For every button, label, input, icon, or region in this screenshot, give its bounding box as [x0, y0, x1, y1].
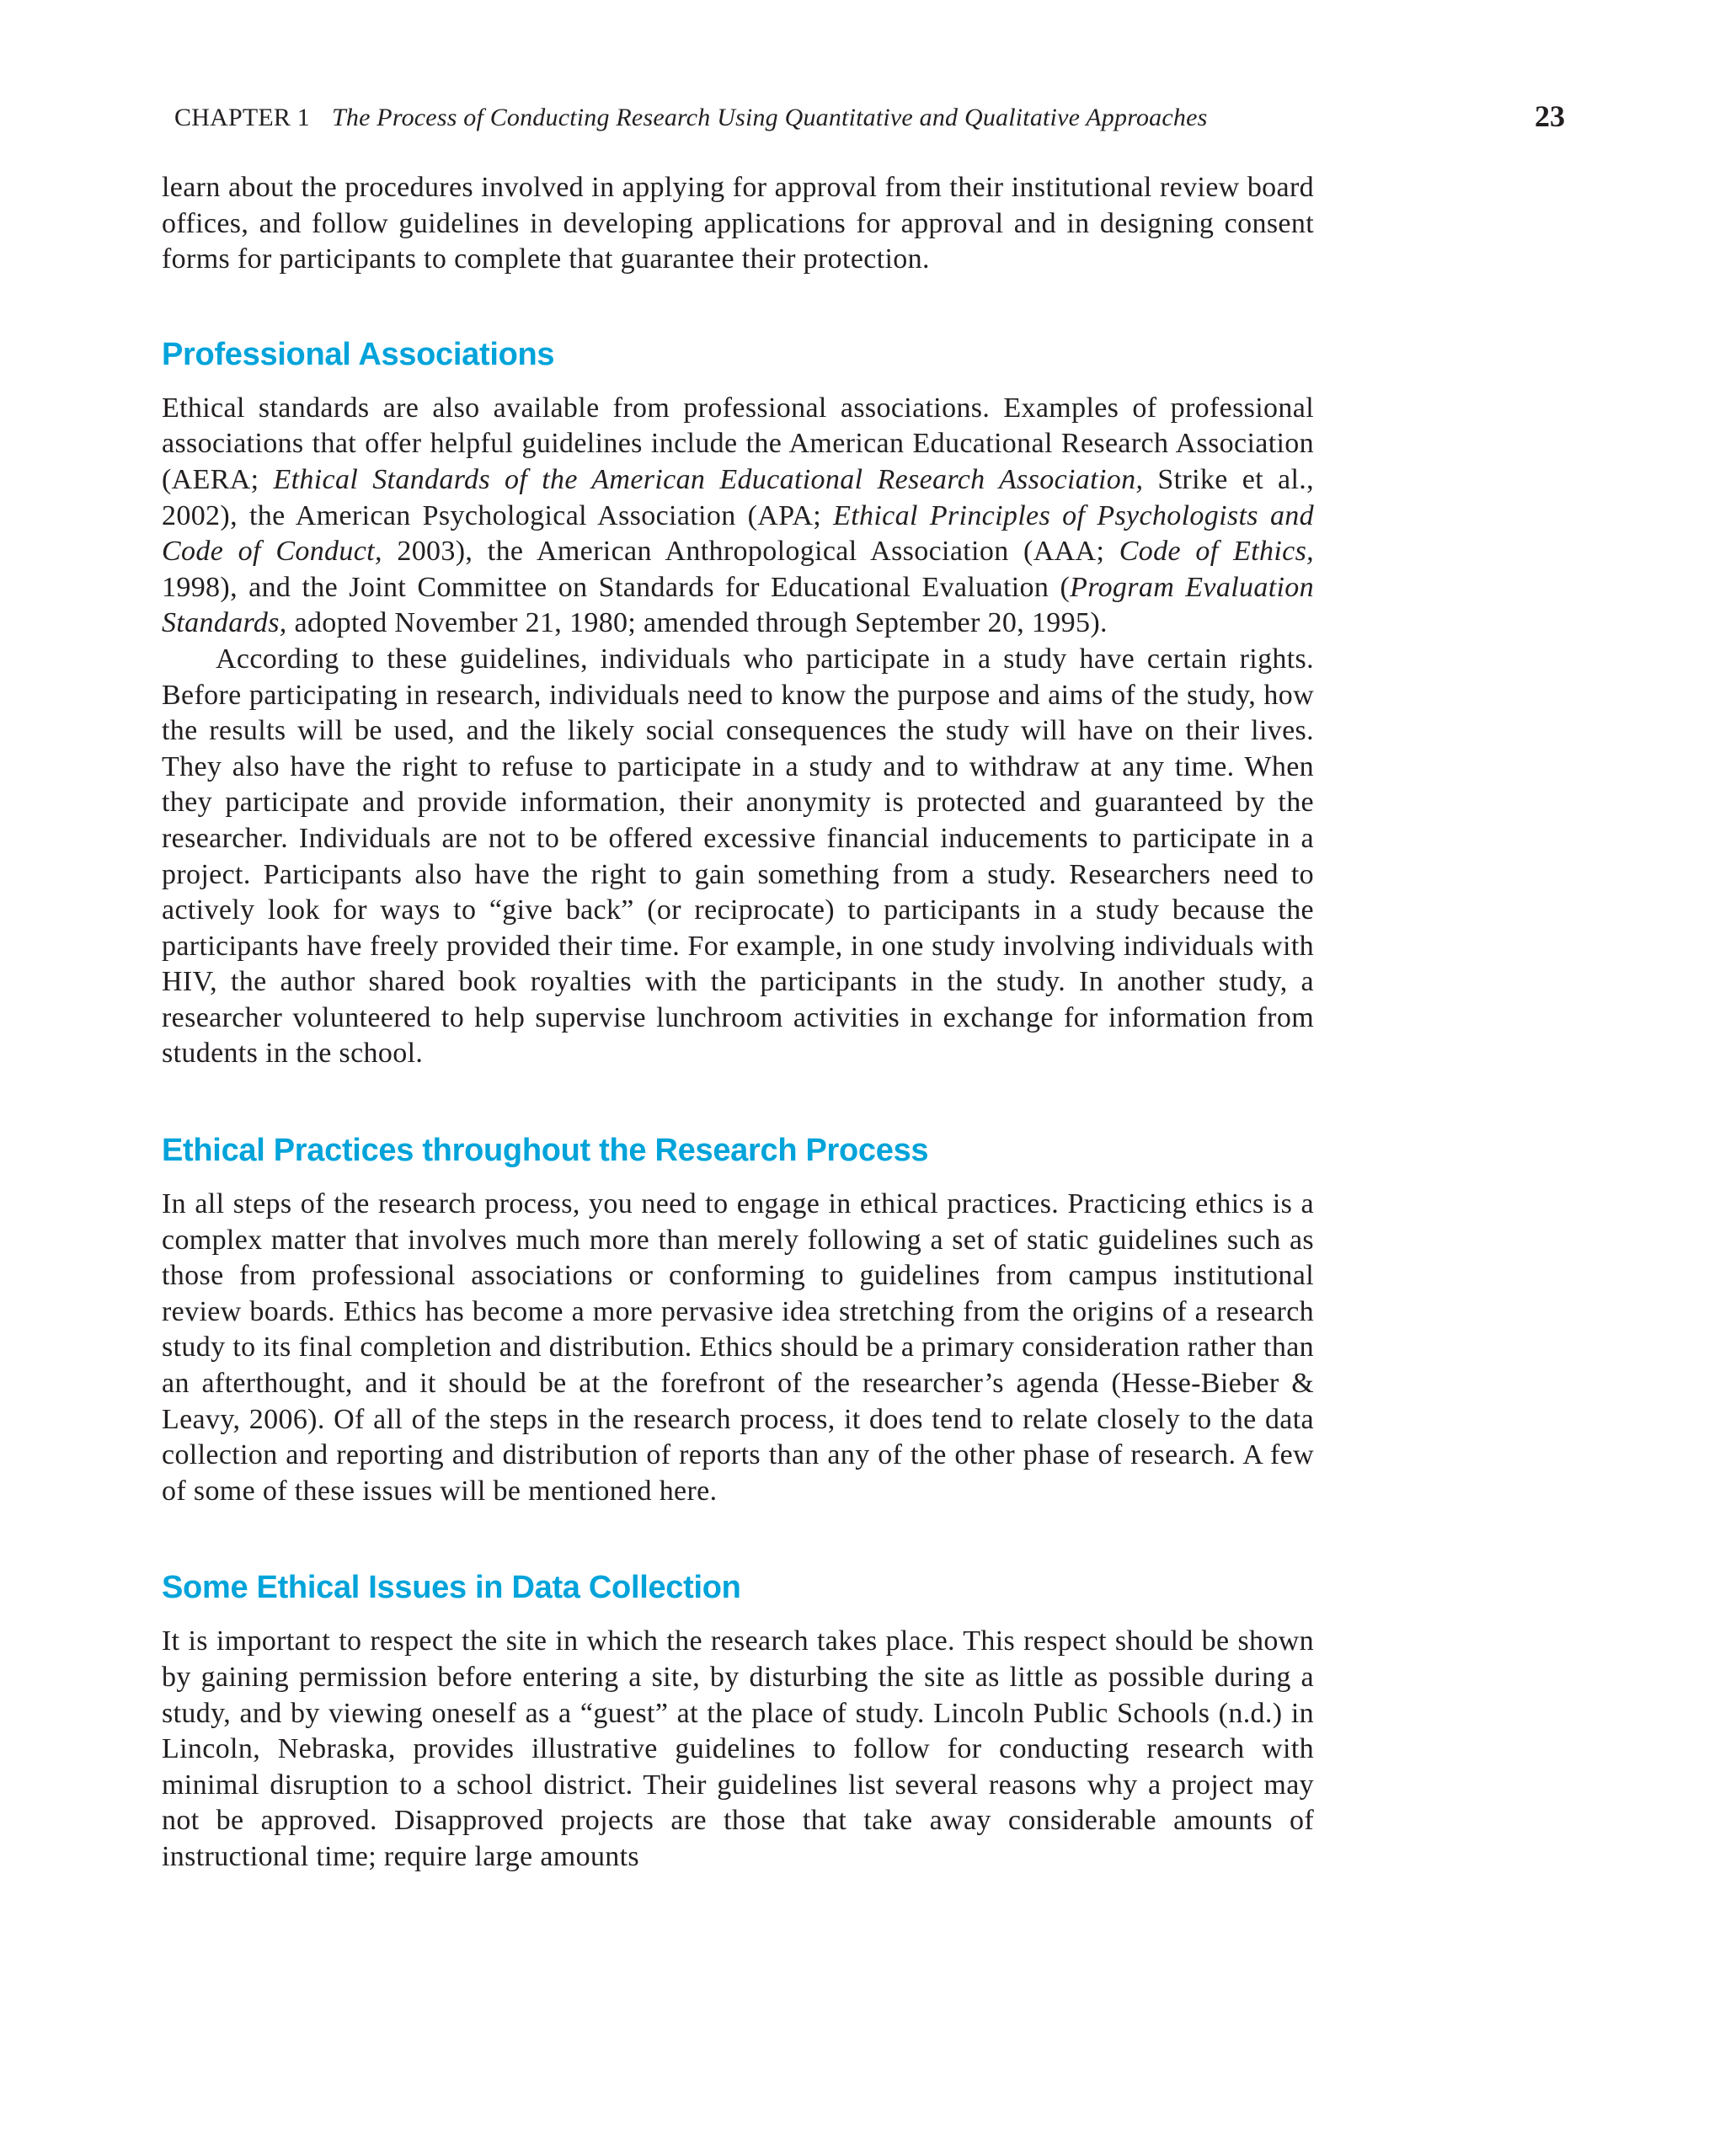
running-head	[174, 101, 1564, 135]
ethical-practices-paragraph: In all steps of the research process, you need to engage in ethical practices. Practicing ethics is a complex matter that involves much more than merely following a set of static guidelines such as those from professional associations or conforming to guidelines from campus institutional review boards. Ethics has become a more pervasive idea stretching from the origins of a research study to its final completion and distribution. Ethics should be a primary consideration rather than an afterthought, and it should be at the forefront of the researcher’s agenda (Hesse-Bieber & Leavy, 2006). Of all of the steps in the research process, it does tend to relate closely to the data collection and reporting and distribution of reports than any of the other phase of research. A few of some of these issues will be mentioned here.	[162, 1188, 1314, 1507]
citation-title-apa: Ethical Principles of Psychologists and Code of Conduct,	[162, 499, 1315, 568]
professional-associations-paragraph-2: According to these guidelines, individuals who participate in a study have certain rights. Before participating in research, individuals need to know the purpose and aims of the study, how the results will be used, and the likely social consequences the study will have on their lives. They also have the right to refuse to participate in a study and to withdraw at any time. When they participate and provide information, their anonymity is protected and guaranteed by the researcher. Individuals are not to be offered excessive financial inducements to participate in a project. Participants also have the right to gain something from a study. Researchers need to actively look for ways to “give back” (or reciprocate) to participants in a study because the participants have freely provided their time. For example, in one study involving individuals with HIV, the author shared book royalties with the participants in the study. In another study, a researcher volunteered to help supervise lunchroom activities in exchange for information from students in the school.	[162, 643, 1314, 1070]
text-run: adopted November 21, 1980; amended through September 20, 1995).	[286, 607, 1108, 639]
page-number: 23	[1535, 99, 1565, 133]
section-heading-ethical-practices: Ethical Practices throughout the Research Process	[162, 1133, 929, 1169]
citation-title-aera: Ethical Standards of the American Educational Research Association,	[273, 463, 1144, 495]
text-run: 1998), and the Joint Committee on Standards for Educational Evaluation (	[162, 571, 1071, 603]
section-heading-professional-associations: Professional Associations	[162, 336, 555, 372]
intro-paragraph: learn about the procedures involved in applying for approval from their institutional review board offices, and follow guidelines in developing applications for approval and in designing consent forms for participants to complete that guarantee their protection.	[162, 172, 1314, 275]
body-column	[162, 170, 1314, 1876]
text-run: 2003), the American Anthropological Association (AAA;	[382, 536, 1119, 568]
chapter-label: CHAPTER 1	[174, 104, 310, 131]
data-collection-paragraph: It is important to respect the site in which the research takes place. This respect should be shown by gaining permission before entering a site, by disturbing the site as little as possible during a study, and by viewing oneself as a “guest” at the place of study. Lincoln Public Schools (n.d.) in Lincoln, Nebraska, provides illustrative guidelines to follow for conducting research with minimal disruption to a school district. Their guidelines list several reasons why a project may not be approved. Disapproved projects are those that take away considerable amounts of instructional time; require large amounts	[162, 1625, 1314, 1872]
citation-title-program-evaluation: Program Evaluation Standards,	[162, 571, 1314, 639]
text-run: Ethical standards are also available from professional associations. Examples of professional associations that offer helpful guidelines include the American Educational Research Association (AERA;	[162, 392, 1314, 495]
section-heading-data-collection: Some Ethical Issues in Data Collection	[162, 1570, 741, 1606]
text-run: Strike et al., 2002), the American Psychological Association (APA;	[162, 463, 1314, 531]
chapter-title: The Process of Conducting Research Using Quantitative and Qualitative Approaches	[332, 104, 1208, 131]
professional-associations-paragraph-1	[162, 391, 1314, 642]
citation-title-aaa: Code of Ethics,	[1119, 536, 1315, 568]
